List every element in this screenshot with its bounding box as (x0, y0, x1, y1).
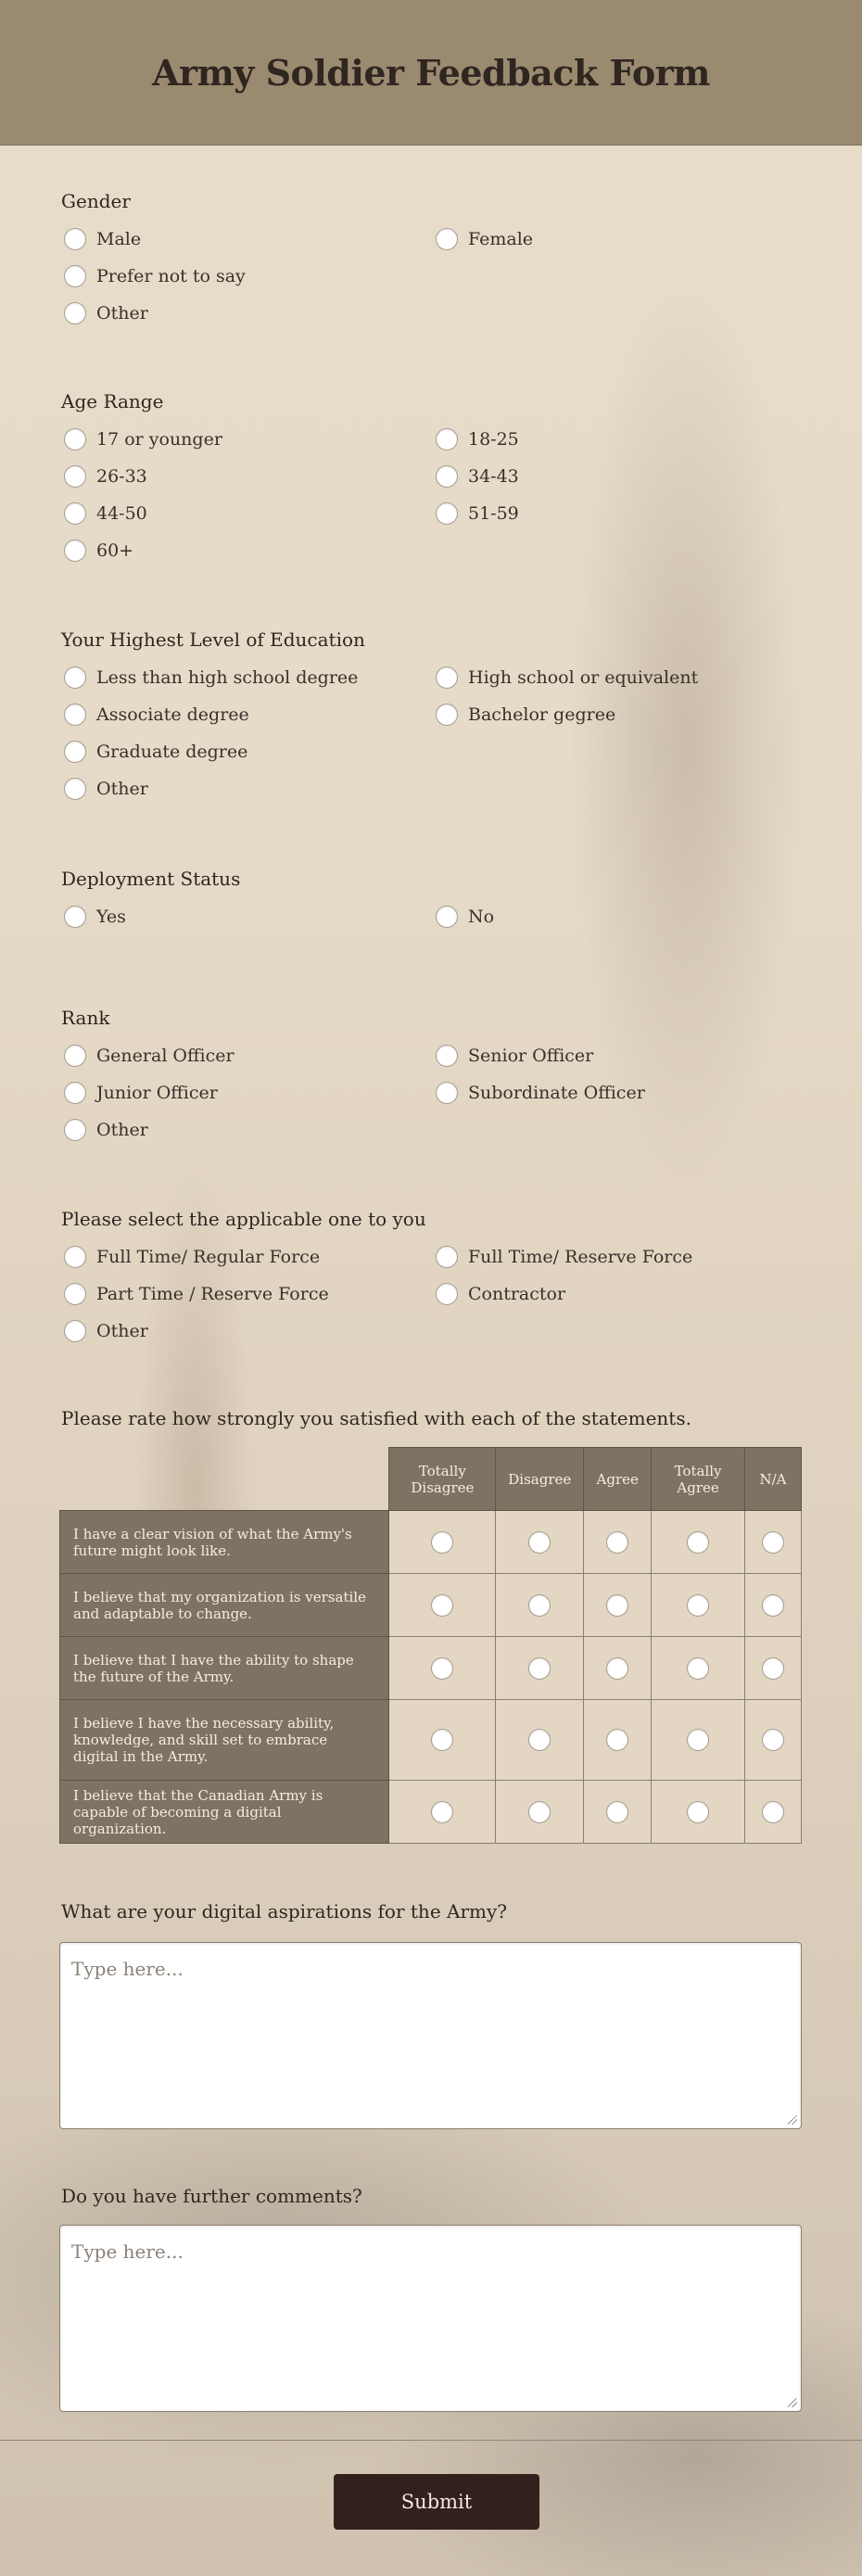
comments-label: Do you have further comments? (61, 2185, 362, 2207)
matrix-cell[interactable] (496, 1781, 584, 1844)
comments-field-wrapper (59, 2225, 802, 2412)
radio-button[interactable] (762, 1801, 784, 1823)
matrix-corner (60, 1448, 389, 1511)
matrix-cell[interactable] (652, 1574, 745, 1637)
radio-button[interactable] (64, 778, 86, 800)
resize-grip-icon[interactable] (788, 2115, 797, 2125)
matrix-cell[interactable] (496, 1511, 584, 1574)
radio-button[interactable] (436, 465, 458, 488)
education-option[interactable]: Associate degree (61, 701, 433, 729)
radio-button[interactable] (436, 228, 458, 250)
rank-options (61, 1042, 803, 1144)
radio-button[interactable] (606, 1531, 628, 1554)
matrix-cell[interactable] (652, 1637, 745, 1700)
matrix-row (60, 1574, 802, 1637)
deployment-options (61, 903, 803, 931)
radio-button[interactable] (528, 1531, 551, 1554)
matrix-column-header: Disagree (496, 1448, 584, 1511)
resize-grip-icon[interactable] (788, 2398, 797, 2407)
age-option[interactable]: 44-50 (61, 500, 433, 527)
matrix-column-header: Totally Disagree (389, 1448, 496, 1511)
matrix-row-statement: I believe I have the necessary ability, knowledge, and skill set to embrace digital in the Army. (60, 1700, 389, 1781)
radio-button[interactable] (64, 302, 86, 324)
radio-button[interactable] (436, 704, 458, 726)
service-question (61, 1208, 803, 1345)
matrix-cell[interactable] (652, 1781, 745, 1844)
radio-button[interactable] (431, 1594, 453, 1617)
age-option[interactable]: 26-33 (61, 463, 433, 490)
gender-label: Gender (61, 190, 131, 212)
matrix-cell[interactable] (389, 1511, 496, 1574)
submit-button[interactable]: Submit (334, 2474, 539, 2530)
matrix-cell[interactable] (652, 1511, 745, 1574)
radio-button[interactable] (431, 1657, 453, 1680)
radio-button[interactable] (687, 1594, 709, 1617)
gender-option-female[interactable]: Female (433, 225, 803, 253)
service-option[interactable]: Full Time/ Regular Force (61, 1243, 433, 1271)
matrix-cell[interactable] (745, 1781, 802, 1844)
radio-button[interactable] (64, 1119, 86, 1141)
radio-button[interactable] (64, 465, 86, 488)
rating-matrix (59, 1447, 802, 1844)
service-label: Please select the applicable one to you (61, 1208, 426, 1230)
matrix-cell[interactable] (745, 1700, 802, 1781)
gender-question (61, 190, 803, 327)
matrix-question (61, 1407, 803, 1429)
radio-button[interactable] (431, 1531, 453, 1554)
rank-option[interactable]: General Officer (61, 1042, 433, 1070)
matrix-cell[interactable] (584, 1511, 652, 1574)
rank-label: Rank (61, 1007, 110, 1029)
matrix-column-header: Agree (584, 1448, 652, 1511)
age-option[interactable]: 60+ (61, 537, 433, 565)
rank-option[interactable]: Junior Officer (61, 1079, 433, 1107)
radio-button[interactable] (64, 428, 86, 450)
matrix-label: Please rate how strongly you satisfied with each of the statements. (61, 1407, 691, 1429)
radio-button[interactable] (762, 1729, 784, 1751)
radio-button[interactable] (528, 1657, 551, 1680)
aspirations-field-wrapper (59, 1942, 802, 2129)
deployment-question (61, 868, 803, 931)
radio-button[interactable] (606, 1801, 628, 1823)
radio-button[interactable] (528, 1801, 551, 1823)
deployment-option-yes[interactable]: Yes (61, 903, 433, 931)
footer-divider (0, 2440, 862, 2441)
education-option[interactable]: Graduate degree (61, 738, 433, 766)
matrix-cell[interactable] (389, 1781, 496, 1844)
radio-button[interactable] (64, 502, 86, 525)
radio-button[interactable] (64, 666, 86, 689)
education-options (61, 664, 803, 803)
matrix-column-header: Totally Agree (652, 1448, 745, 1511)
matrix-cell[interactable] (584, 1574, 652, 1637)
radio-button[interactable] (606, 1657, 628, 1680)
service-options (61, 1243, 803, 1345)
matrix-row-statement: I believe that I have the ability to shape the future of the Army. (60, 1637, 389, 1700)
matrix-row (60, 1781, 802, 1844)
service-option[interactable]: Part Time / Reserve Force (61, 1280, 433, 1308)
gender-options (61, 225, 803, 327)
matrix-cell[interactable] (496, 1574, 584, 1637)
deployment-label: Deployment Status (61, 868, 241, 890)
age-option[interactable]: 18-25 (433, 425, 803, 453)
radio-button[interactable] (64, 228, 86, 250)
rank-option[interactable]: Other (61, 1116, 433, 1144)
service-option[interactable]: Full Time/ Reserve Force (433, 1243, 803, 1271)
rank-option[interactable]: Subordinate Officer (433, 1079, 803, 1107)
comments-textarea[interactable] (60, 2226, 801, 2411)
age-options (61, 425, 803, 565)
radio-button[interactable] (762, 1657, 784, 1680)
radio-button[interactable] (431, 1801, 453, 1823)
comments-question (61, 2185, 803, 2207)
radio-button[interactable] (687, 1729, 709, 1751)
radio-button[interactable] (64, 1082, 86, 1104)
matrix-cell[interactable] (496, 1700, 584, 1781)
radio-button[interactable] (64, 1045, 86, 1067)
education-question (61, 628, 803, 803)
form-title: Army Soldier Feedback Form (152, 51, 710, 94)
radio-button[interactable] (436, 666, 458, 689)
radio-button[interactable] (64, 265, 86, 287)
radio-button[interactable] (64, 741, 86, 763)
gender-option-prefer-not-to-say[interactable]: Prefer not to say (61, 262, 433, 290)
radio-button[interactable] (606, 1729, 628, 1751)
radio-button[interactable] (64, 1246, 86, 1268)
radio-button[interactable] (64, 906, 86, 928)
radio-button[interactable] (64, 539, 86, 562)
service-option[interactable]: Contractor (433, 1280, 803, 1308)
radio-button[interactable] (64, 704, 86, 726)
radio-button[interactable] (64, 1283, 86, 1305)
radio-button[interactable] (436, 1082, 458, 1104)
deployment-option-no[interactable]: No (433, 903, 803, 931)
aspirations-label: What are your digital aspirations for the Army? (61, 1900, 507, 1922)
radio-button[interactable] (431, 1729, 453, 1751)
radio-button[interactable] (528, 1594, 551, 1617)
matrix-cell[interactable] (584, 1700, 652, 1781)
radio-button[interactable] (436, 1045, 458, 1067)
form-header (0, 0, 862, 146)
gender-option-male[interactable]: Male (61, 225, 433, 253)
aspirations-textarea[interactable] (60, 1943, 801, 2128)
aspirations-question (61, 1900, 803, 1922)
age-option[interactable]: 51-59 (433, 500, 803, 527)
matrix-row (60, 1700, 802, 1781)
education-option[interactable]: Less than high school degree (61, 664, 433, 692)
education-option[interactable]: Bachelor gegree (433, 701, 803, 729)
matrix-cell[interactable] (745, 1637, 802, 1700)
matrix-cell[interactable] (389, 1574, 496, 1637)
radio-button[interactable] (436, 428, 458, 450)
radio-button[interactable] (687, 1801, 709, 1823)
matrix-cell[interactable] (389, 1637, 496, 1700)
matrix-cell[interactable] (584, 1781, 652, 1844)
service-option[interactable]: Other (61, 1317, 433, 1345)
radio-button[interactable] (762, 1594, 784, 1617)
age-label: Age Range (61, 390, 164, 412)
rank-question (61, 1007, 803, 1144)
matrix-column-header: N/A (745, 1448, 802, 1511)
education-option[interactable]: High school or equivalent (433, 664, 803, 692)
radio-button[interactable] (762, 1531, 784, 1554)
radio-button[interactable] (687, 1531, 709, 1554)
age-question (61, 390, 803, 565)
radio-button[interactable] (528, 1729, 551, 1751)
radio-button[interactable] (64, 1320, 86, 1342)
age-option[interactable]: 17 or younger (61, 425, 433, 453)
matrix-header-row (60, 1448, 802, 1511)
matrix-row (60, 1511, 802, 1574)
matrix-cell[interactable] (745, 1511, 802, 1574)
matrix-cell[interactable] (745, 1574, 802, 1637)
matrix-cell[interactable] (496, 1637, 584, 1700)
radio-button[interactable] (436, 1283, 458, 1305)
matrix-row (60, 1637, 802, 1700)
radio-button[interactable] (687, 1657, 709, 1680)
gender-option-other[interactable]: Other (61, 299, 433, 327)
matrix-row-statement: I believe that my organization is versatile and adaptable to change. (60, 1574, 389, 1637)
education-label: Your Highest Level of Education (61, 628, 365, 651)
age-option[interactable]: 34-43 (433, 463, 803, 490)
matrix-cell[interactable] (584, 1637, 652, 1700)
matrix-row-statement: I have a clear vision of what the Army's future might look like. (60, 1511, 389, 1574)
matrix-row-statement: I believe that the Canadian Army is capable of becoming a digital organization. (60, 1781, 389, 1844)
matrix-cell[interactable] (652, 1700, 745, 1781)
radio-button[interactable] (436, 1246, 458, 1268)
rank-option[interactable]: Senior Officer (433, 1042, 803, 1070)
radio-button[interactable] (606, 1594, 628, 1617)
radio-button[interactable] (436, 502, 458, 525)
education-option[interactable]: Other (61, 775, 433, 803)
matrix-cell[interactable] (389, 1700, 496, 1781)
radio-button[interactable] (436, 906, 458, 928)
